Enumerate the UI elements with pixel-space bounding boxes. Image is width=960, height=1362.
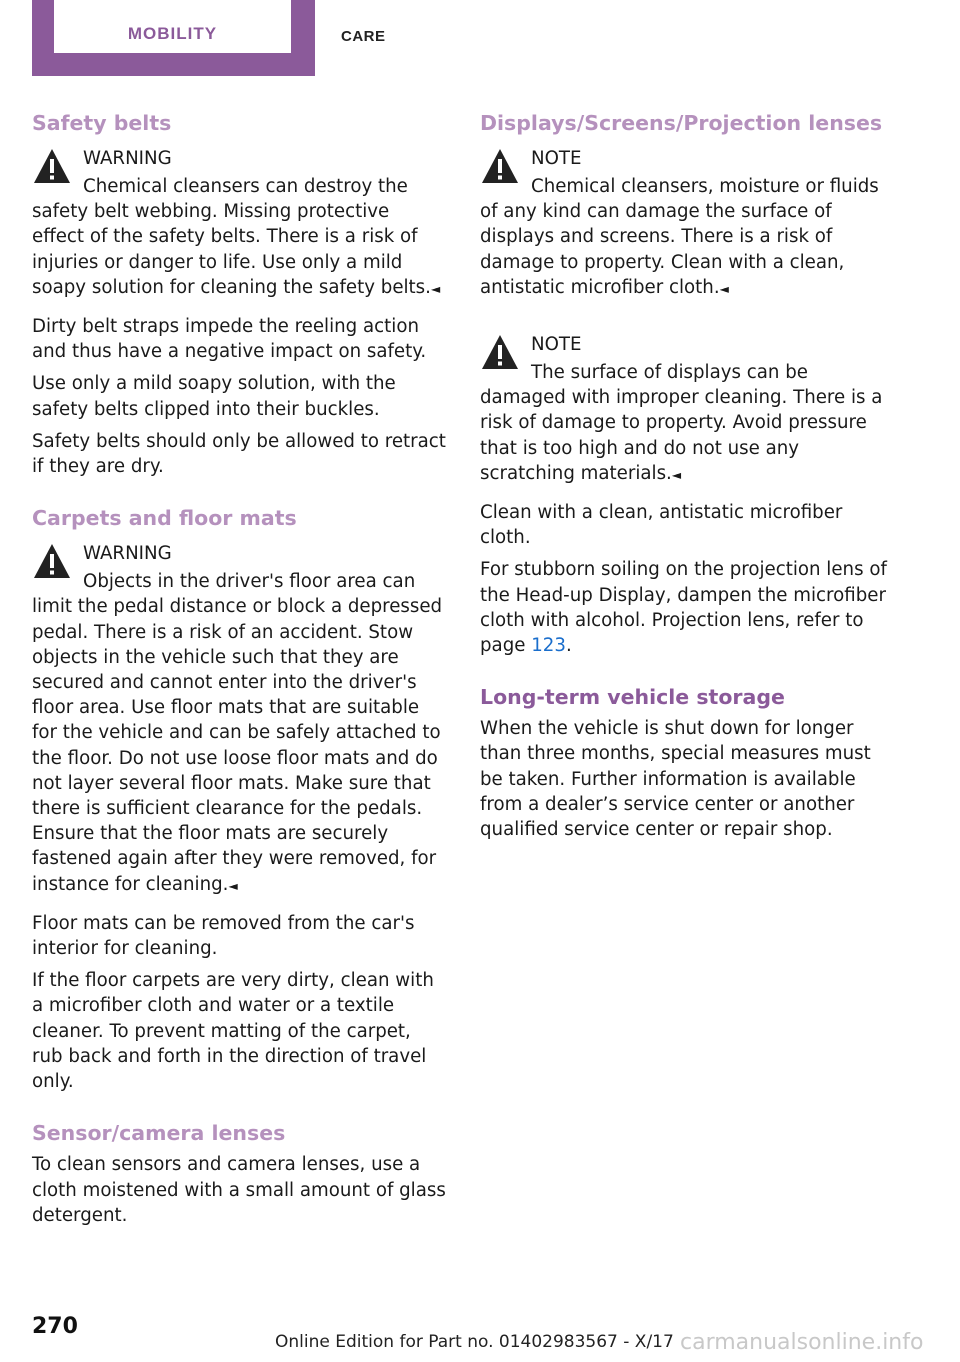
warning-text: Chemical cleansers can destroy the safety belt webbing. Missing protective effect of the safety belts. There is a risk of injuries or danger to life. Use only a mild soapy solution for cleaning the safety belts. [32, 176, 431, 298]
warning-box [32, 537, 446, 899]
section-title: Sensor/camera lenses [32, 1121, 286, 1146]
paragraph: If the floor carpets are very dirty, clean with a microfiber cloth and water or a textile cleaner. To prevent matting of the carpet, rub back and forth in the direction of travel only. [32, 970, 434, 1093]
note-box [480, 328, 894, 488]
warning-label: WARNING [83, 543, 172, 565]
section-title: Safety belts [32, 111, 172, 135]
paragraph: To clean sensors and camera lenses, use a cloth moistened with a small amount of glass detergent. [32, 1154, 446, 1226]
page-number: 270 [32, 1314, 78, 1339]
paragraph: Safety belts should only be allowed to retract if they are dry. [32, 430, 446, 478]
right-column [480, 108, 894, 866]
paragraph-text: For stubborn soiling on the projection lens of the Head-up Display, dampen the microfiber cloth with alcohol. Projection lens, refer to page [480, 559, 887, 657]
paragraph: Clean with a clean, antistatic microfiber cloth. [480, 502, 843, 549]
note-label: NOTE [531, 334, 582, 356]
warning-triangle-icon [32, 542, 72, 580]
warning-triangle-icon [480, 147, 520, 185]
section-title: Long-term vehicle storage [480, 685, 785, 710]
left-column [32, 108, 446, 1252]
note-label: NOTE [531, 148, 582, 169]
section-carpets [32, 503, 446, 1094]
header-section-label: CARE [341, 28, 386, 45]
section-title: Displays/Screens/Projection lenses [480, 111, 883, 135]
warning-triangle-icon [32, 147, 72, 185]
header-tab [32, 0, 315, 76]
paragraph: When the vehicle is shut down for longer than three months, special measures must be taken. Further information is available from a dealer’s service center or another qualified service center or repair shop. [480, 718, 871, 841]
warning-text: Objects in the driver's floor area can limit the pedal distance or block a depressed pedal. There is a risk of an accident. Stow objects in the vehicle such that they are secured and cannot enter into the driver's floor area. Use floor mats that are suitable for the vehicle and can be safely attached to the floor. Do not use loose floor mats and do not layer several floor mats. Make sure that there is sufficient clearance for the pedals. Ensure that the floor mats are securely fastened again after they were removed, for instance for cleaning. [32, 571, 443, 895]
section-displays [480, 108, 894, 658]
paragraph: Floor mats can be removed from the car's interior for cleaning. [32, 912, 415, 960]
end-marker: ◄ [228, 878, 238, 893]
note-text: Chemical cleansers, moisture or fluids of any kind can damage the surface of displays and screens. There is a risk of damage to property. Clean with a clean, antistatic microfiber cloth. [480, 176, 879, 298]
end-marker: ◄ [671, 467, 682, 482]
end-marker: ◄ [430, 281, 441, 296]
paragraph: Use only a mild soapy solution, with the safety belts clipped into their buckles. [32, 373, 396, 420]
section-sensor-lenses [32, 1118, 446, 1228]
section-safety-belts [32, 108, 446, 479]
header-tab-label: MOBILITY [127, 24, 218, 43]
section-title: Carpets and floor mats [32, 506, 297, 531]
paragraph [480, 557, 894, 658]
section-long-term-storage [480, 682, 894, 842]
paragraph: Dirty belt straps impede the reeling action and thus have a negative impact on safety. [32, 316, 427, 363]
paragraph-end: . [565, 635, 572, 657]
warning-box [32, 142, 446, 302]
note-text: The surface of displays can be damaged with improper cleaning. There is a risk of damage to property. Avoid pressure that is too high and do not use any scratching materials. [480, 362, 883, 484]
page-link[interactable]: 123 [531, 635, 566, 657]
header-tab-inner [54, 0, 291, 53]
edition-text: Online Edition for Part no. 01402983567 - X/17 [275, 1332, 674, 1352]
warning-triangle-icon [480, 333, 520, 371]
warning-label: WARNING [83, 148, 172, 169]
watermark: carmanualsonline.info [680, 1330, 924, 1355]
note-box [480, 142, 894, 302]
end-marker: ◄ [719, 281, 729, 296]
